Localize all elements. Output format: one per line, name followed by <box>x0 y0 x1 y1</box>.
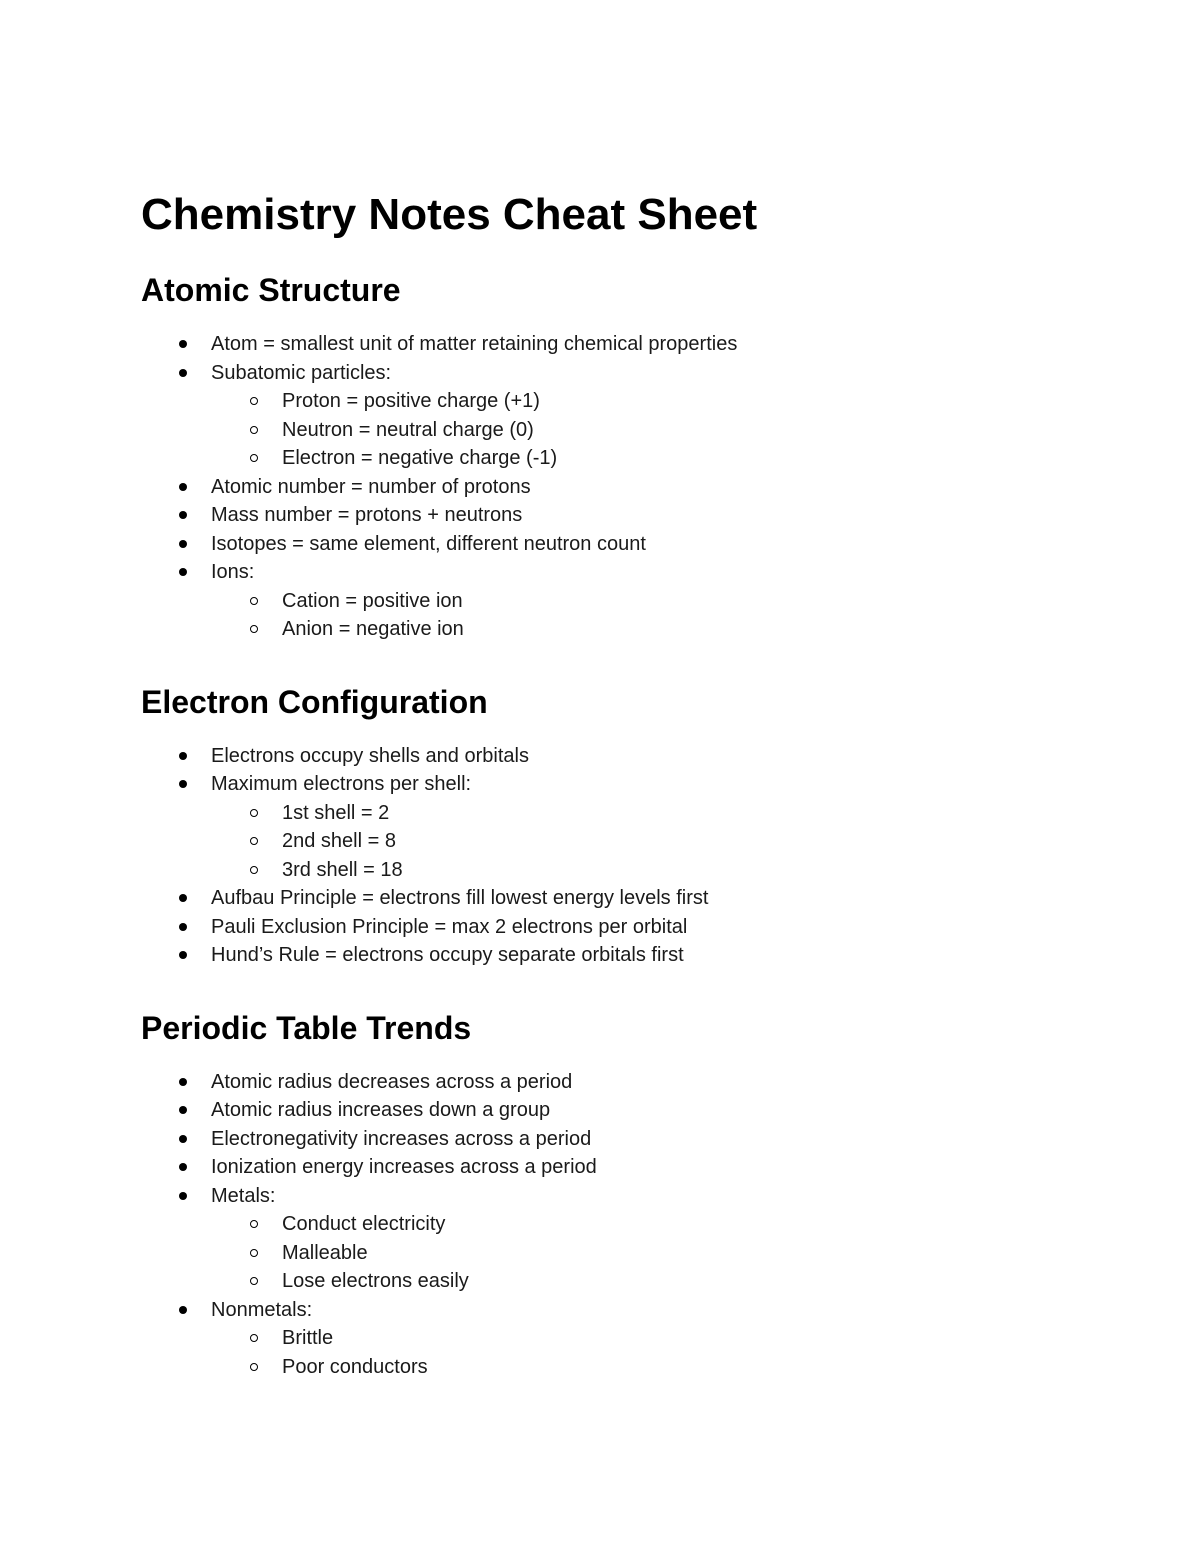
hollow-bullet-icon <box>250 1363 258 1371</box>
list-item-text: 3rd shell = 18 <box>282 858 403 881</box>
section-atomic-structure <box>141 270 1101 644</box>
list-item-text: Malleable <box>282 1241 368 1264</box>
section-electron-configuration <box>141 682 1101 970</box>
filled-bullet-icon <box>179 951 187 959</box>
bullet-list <box>141 330 1101 644</box>
list-item-text: Brittle <box>282 1327 334 1349</box>
list-item-text: Ionization energy increases across a period <box>211 1156 597 1178</box>
filled-bullet-icon <box>179 540 187 548</box>
list-item-text: Electron = negative charge (-1) <box>282 447 558 469</box>
filled-bullet-icon <box>179 511 187 519</box>
filled-bullet-icon <box>179 1163 187 1171</box>
list-item-text: Subatomic particles: <box>211 361 392 384</box>
sub-list-item <box>141 1353 1101 1382</box>
list-item <box>141 1182 1101 1211</box>
list-item-text: Neutron = neutral charge (0) <box>282 418 534 441</box>
sub-list-item <box>141 1210 1101 1239</box>
list-item <box>141 530 1101 559</box>
list-item-text: Ions: <box>211 561 255 583</box>
list-item-text: Lose electrons easily <box>282 1270 469 1292</box>
sub-list-item <box>141 444 1101 473</box>
list-item-text: Metals: <box>211 1184 276 1207</box>
filled-bullet-icon <box>179 923 187 931</box>
filled-bullet-icon <box>179 483 187 491</box>
bullet-list <box>141 1068 1101 1382</box>
list-item <box>141 359 1101 388</box>
list-item <box>141 330 1101 359</box>
list-item-text: Electrons occupy shells and orbitals <box>211 744 529 767</box>
section-periodic-table-trends <box>141 1008 1101 1382</box>
list-item <box>141 1068 1101 1097</box>
list-item <box>141 1296 1101 1325</box>
sub-list-item <box>141 1267 1101 1296</box>
filled-bullet-icon <box>179 1135 187 1143</box>
sub-list-item <box>141 1324 1101 1353</box>
hollow-bullet-icon <box>250 809 258 817</box>
sub-list-item <box>141 1239 1101 1268</box>
list-item <box>141 1125 1101 1154</box>
filled-bullet-icon <box>179 568 187 576</box>
list-item-text: Atomic radius decreases across a period <box>211 1070 573 1093</box>
filled-bullet-icon <box>179 780 187 788</box>
list-item <box>141 558 1101 587</box>
hollow-bullet-icon <box>250 597 258 605</box>
filled-bullet-icon <box>179 369 187 377</box>
list-item-text: Proton = positive charge (+1) <box>282 390 540 412</box>
list-item <box>141 501 1101 530</box>
hollow-bullet-icon <box>250 1220 258 1228</box>
document-title: Chemistry Notes Cheat Sheet <box>141 190 758 239</box>
list-item <box>141 1153 1101 1182</box>
filled-bullet-icon <box>179 340 187 348</box>
filled-bullet-icon <box>179 1306 187 1314</box>
hollow-bullet-icon <box>250 426 258 434</box>
filled-bullet-icon <box>179 752 187 760</box>
list-item <box>141 742 1101 771</box>
list-item-text: Pauli Exclusion Principle = max 2 electrons per orbital <box>211 915 688 938</box>
hollow-bullet-icon <box>250 1249 258 1257</box>
filled-bullet-icon <box>179 1106 187 1114</box>
section-heading: Electron Configuration <box>141 683 488 720</box>
list-item <box>141 913 1101 942</box>
sub-list-item <box>141 799 1101 828</box>
list-item-text: 1st shell = 2 <box>282 801 390 824</box>
list-item-text: Mass number = protons + neutrons <box>211 504 523 526</box>
document-body <box>141 186 1101 1381</box>
hollow-bullet-icon <box>250 1334 258 1342</box>
sub-list-item <box>141 416 1101 445</box>
hollow-bullet-icon <box>250 625 258 633</box>
list-item-text: Anion = negative ion <box>282 618 464 640</box>
sub-list-item <box>141 827 1101 856</box>
hollow-bullet-icon <box>250 454 258 462</box>
hollow-bullet-icon <box>250 1277 258 1285</box>
list-item-text: Hund’s Rule = electrons occupy separate orbitals first <box>211 944 684 966</box>
sub-list-item <box>141 387 1101 416</box>
list-item-text: Atomic number = number of protons <box>211 475 531 498</box>
list-item-text: Maximum electrons per shell: <box>211 773 472 795</box>
list-item-text: 2nd shell = 8 <box>282 830 396 852</box>
list-item-text: Aufbau Principle = electrons fill lowest energy levels first <box>211 887 709 909</box>
list-item-text: Poor conductors <box>282 1355 428 1378</box>
sub-list-item <box>141 856 1101 885</box>
filled-bullet-icon <box>179 894 187 902</box>
hollow-bullet-icon <box>250 837 258 845</box>
list-item <box>141 1096 1101 1125</box>
section-heading: Atomic Structure <box>141 272 401 308</box>
list-item-text: Atomic radius increases down a group <box>211 1099 551 1121</box>
list-item <box>141 770 1101 799</box>
section-heading: Periodic Table Trends <box>141 1009 472 1046</box>
hollow-bullet-icon <box>250 397 258 405</box>
list-item-text: Atom = smallest unit of matter retaining chemical properties <box>211 333 738 355</box>
bullet-list <box>141 742 1101 970</box>
list-item-text: Isotopes = same element, different neutron count <box>211 532 646 555</box>
list-item-text: Conduct electricity <box>282 1213 446 1235</box>
list-item-text: Electronegativity increases across a period <box>211 1127 592 1150</box>
sub-list-item <box>141 615 1101 644</box>
filled-bullet-icon <box>179 1192 187 1200</box>
filled-bullet-icon <box>179 1078 187 1086</box>
hollow-bullet-icon <box>250 866 258 874</box>
list-item <box>141 884 1101 913</box>
list-item-text: Nonmetals: <box>211 1298 313 1321</box>
list-item <box>141 941 1101 970</box>
sub-list-item <box>141 587 1101 616</box>
list-item-text: Cation = positive ion <box>282 589 463 612</box>
list-item <box>141 473 1101 502</box>
